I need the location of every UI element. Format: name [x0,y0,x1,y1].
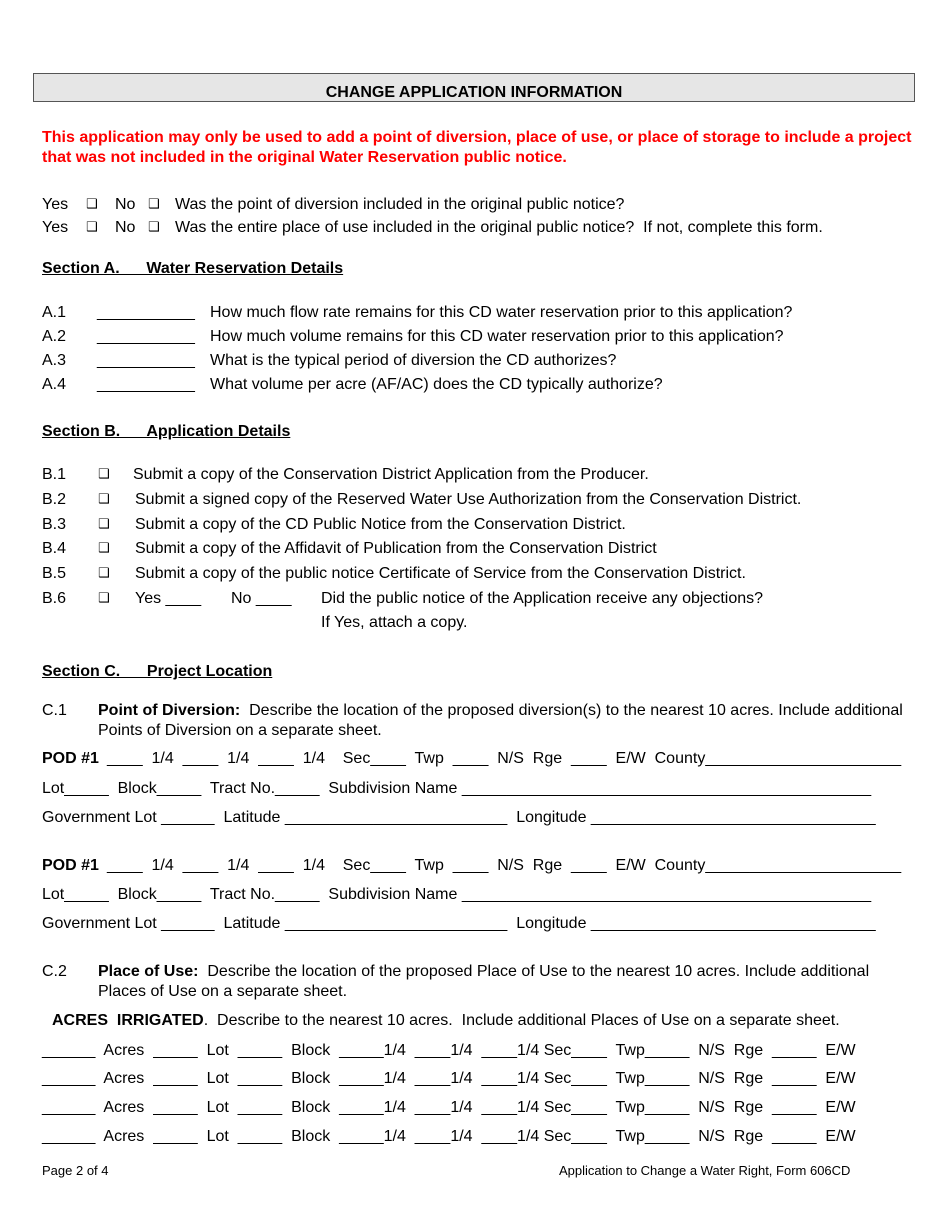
section-a-heading: Section A. Water Reservation Details [42,260,344,277]
pod-label: POD #1 [42,750,99,767]
no-label: No [115,196,136,213]
pod-line-2[interactable]: Lot_____ Block_____ Tract No._____ Subdivision Name ______________________________________________ [42,780,872,797]
pod-line-3[interactable]: Government Lot ______ Latitude _________________________ Longitude ________________________________ [42,809,876,826]
item-checkbox[interactable]: ❑ [98,467,110,482]
acres-text: . Describe to the nearest 10 acres. Include additional Places of Use on a separate sheet. [203,1012,840,1029]
c1-text: Describe the location of the proposed diversion(s) to the nearest 10 acres. Include additional Points of Diversion on a separate sheet. [98,702,903,739]
item-id: A.1 [42,304,67,321]
pod-line-1[interactable]: ____ 1/4 ____ 1/4 ____ 1/4 Sec____ Twp ____ N/S Rge ____ E/W County______________________ [107,750,902,767]
no-blank[interactable]: No ____ [231,590,292,607]
no-checkbox[interactable]: ❑ [148,197,160,212]
acres-irrigated-heading [52,1011,840,1031]
item-id: B.2 [42,491,67,508]
item-text: How much flow rate remains for this CD water reservation prior to this application? [210,304,793,321]
item-checkbox[interactable]: ❑ [98,591,110,606]
item-text: What volume per acre (AF/AC) does the CD typically authorize? [210,376,663,393]
c2-description [98,962,888,1002]
yes-checkbox[interactable]: ❑ [86,197,98,212]
item-id: A.3 [42,352,67,369]
blank-field[interactable]: ___________ [97,352,195,369]
c1-description [98,701,918,741]
no-label: No [115,219,136,236]
yes-checkbox[interactable]: ❑ [86,220,98,235]
blank-field[interactable]: ___________ [97,304,195,321]
item-text: How much volume remains for this CD water reservation prior to this application? [210,328,784,345]
pod-label: POD #1 [42,857,99,874]
item-id: B.6 [42,590,67,607]
acres-label: ACRES IRRIGATED [52,1012,204,1029]
item-id: B.3 [42,516,67,533]
item-text: Did the public notice of the Application receive any objections? [321,590,764,607]
section-c-heading: Section C. Project Location [42,663,273,680]
section-b-heading: Section B. Application Details [42,423,291,440]
pod-line-3[interactable]: Government Lot ______ Latitude _________________________ Longitude ________________________________ [42,915,876,932]
item-text-2: If Yes, attach a copy. [321,614,468,631]
item-id: C.2 [42,963,67,980]
page-number: Page 2 of 4 [42,1163,109,1178]
c1-label: Point of Diversion: [98,702,241,719]
item-id: A.2 [42,328,67,345]
blank-field[interactable]: ___________ [97,376,195,393]
question-text: Was the point of diversion included in the original public notice? [175,196,625,213]
acres-row[interactable]: ______ Acres _____ Lot _____ Block _____1/4 ____1/4 ____1/4 Sec____ Twp_____ N/S Rge _____ E/W [42,1070,856,1087]
form-name: Application to Change a Water Right, Form 606CD [559,1163,851,1178]
yes-label: Yes [42,219,69,236]
item-id: B.4 [42,540,67,557]
pod-line-2[interactable]: Lot_____ Block_____ Tract No._____ Subdivision Name ______________________________________________ [42,886,872,903]
item-text: Submit a copy of the CD Public Notice from the Conservation District. [135,516,626,533]
item-text: What is the typical period of diversion the CD authorizes? [210,352,617,369]
pod-line-1[interactable]: ____ 1/4 ____ 1/4 ____ 1/4 Sec____ Twp ____ N/S Rge ____ E/W County______________________ [107,857,902,874]
blank-field[interactable]: ___________ [97,328,195,345]
item-checkbox[interactable]: ❑ [98,541,110,556]
item-id: B.5 [42,565,67,582]
acres-row[interactable]: ______ Acres _____ Lot _____ Block _____1/4 ____1/4 ____1/4 Sec____ Twp_____ N/S Rge _____ E/W [42,1128,856,1145]
acres-row[interactable]: ______ Acres _____ Lot _____ Block _____1/4 ____1/4 ____1/4 Sec____ Twp_____ N/S Rge _____ E/W [42,1042,856,1059]
item-checkbox[interactable]: ❑ [98,492,110,507]
yes-blank[interactable]: Yes ____ [135,590,202,607]
yes-label: Yes [42,196,69,213]
page-title: CHANGE APPLICATION INFORMATION [325,84,623,101]
item-text: Submit a copy of the Affidavit of Publication from the Conservation District [135,540,657,557]
item-id: B.1 [42,466,67,483]
item-id: A.4 [42,376,67,393]
question-text: Was the entire place of use included in the original public notice? If not, complete this form. [175,219,823,236]
acres-row[interactable]: ______ Acres _____ Lot _____ Block _____1/4 ____1/4 ____1/4 Sec____ Twp_____ N/S Rge _____ E/W [42,1099,856,1116]
warning-text: This application may only be used to add a point of diversion, place of use, or place of storage to include a project that was not included in the original Water Reservation public notice. [42,129,912,166]
item-text: Submit a copy of the public notice Certificate of Service from the Conservation District. [135,565,746,582]
item-id: C.1 [42,702,67,719]
item-checkbox[interactable]: ❑ [98,566,110,581]
header-box [33,73,915,102]
item-text: Submit a signed copy of the Reserved Water Use Authorization from the Conservation District. [135,491,802,508]
no-checkbox[interactable]: ❑ [148,220,160,235]
c2-text: Describe the location of the proposed Place of Use to the nearest 10 acres. Include additional Places of Use on a separate sheet. [98,963,870,1000]
item-text: Submit a copy of the Conservation District Application from the Producer. [133,466,649,483]
c2-label: Place of Use: [98,963,199,980]
item-checkbox[interactable]: ❑ [98,517,110,532]
